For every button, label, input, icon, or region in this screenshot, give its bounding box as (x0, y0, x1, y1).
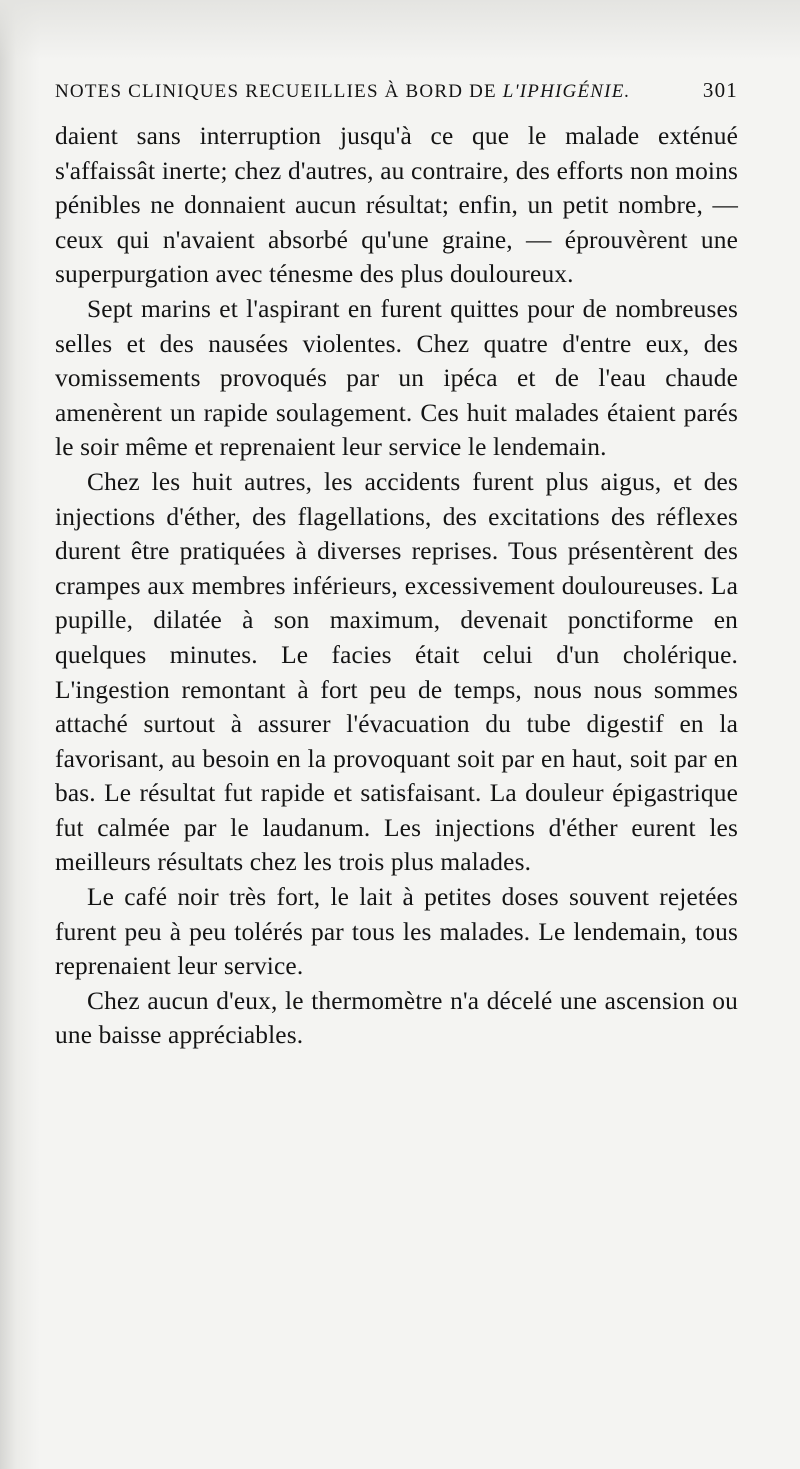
running-title-main: NOTES CLINIQUES RECUEILLIES À BORD DE (55, 81, 503, 102)
page-top-shadow (0, 0, 800, 60)
running-header (55, 78, 738, 103)
page-number: 301 (702, 78, 738, 102)
running-title-ship: L'IPHIGÉNIE. (502, 81, 631, 102)
running-title (55, 81, 630, 103)
book-page (55, 78, 738, 1053)
body-text (55, 119, 738, 1053)
page-edge-shadow (0, 0, 40, 1469)
paragraph: Chez aucun d'eux, le thermomètre n'a décelé une ascension ou une baisse appréciables. (55, 986, 738, 1050)
paragraph: Sept marins et l'aspirant en furent quittes pour de nombreuses selles et des nausées violentes. Chez quatre d'entre eux, des vomissements provoqués par un ipéca et de l'eau chaude amenèrent un rapide soulagement. Ces huit malades étaient parés le soir même et reprenaient leur service le lendemain. (55, 294, 738, 462)
paragraph: Le café noir très fort, le lait à petites doses souvent rejetées furent peu à peu tolérés par tous les malades. Le lendemain, tous reprenaient leur service. (55, 883, 738, 981)
paragraph: Chez les huit autres, les accidents furent plus aigus, et des injections d'éther, des flagellations, des excitations des réflexes durent être pratiquées à diverses reprises. Tous présentèrent des crampes aux membres inférieurs, excessivement douloureuses. La pupille, dilatée à son maximum, devenait ponctiforme en quelques minutes. Le facies était celui d'un cholérique. L'ingestion remontant à fort peu de temps, nous nous sommes attaché surtout à assurer l'évacuation du tube digestif en la favorisant, au besoin en la provoquant soit par en haut, soit par en bas. Le résultat fut rapide et satisfaisant. La douleur épigastrique fut calmée par le laudanum. Les injections d'éther eurent les meilleurs résultats chez les trois plus malades. (55, 467, 738, 877)
paragraph-continued: daient sans interruption jusqu'à ce que le malade exténué s'affaissât inerte; chez d'autres, au contraire, des efforts non moins pénibles ne donnaient aucun résultat; enfin, un petit nombre, — ceux qui n'avaient absorbé qu'une graine, — éprouvèrent une superpurgation avec ténesme des plus douloureux. (55, 122, 738, 289)
